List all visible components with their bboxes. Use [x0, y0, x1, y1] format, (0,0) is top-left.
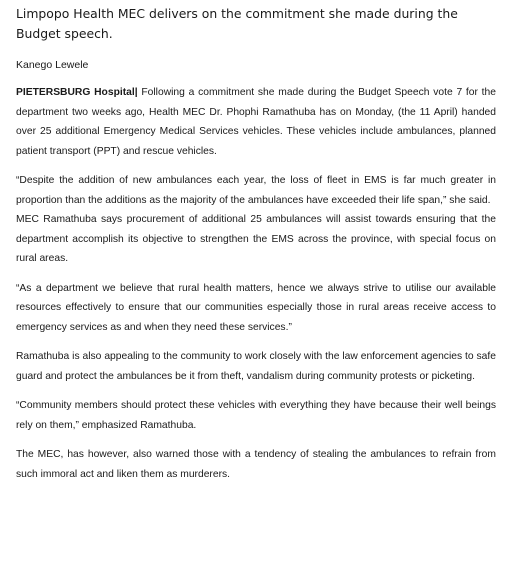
article-paragraph-1-text: Following a commitment she made during the Budget Speech vote 7 for the department two weeks ago, Health MEC Dr. Phophi Ramathuba has on Monday, (the 11 April) handed over 25 additional Emergency Medical Services vehicles. These vehicles include ambulances, planned patient transport (PPT) and rescue vehicles. [16, 87, 496, 157]
article-paragraph-5: Ramathuba is also appealing to the community to work closely with the law enforcement agencies to safe guard and protect the ambulances be it from theft, vandalism during community protests or picketing. [16, 351, 496, 382]
news-article [16, 4, 496, 494]
article-dateline: PIETERSBURG Hospital| [16, 87, 138, 98]
article-paragraph-2: “Despite the addition of new ambulances each year, the loss of fleet in EMS is far much greater in proportion than the additions as the majority of the ambulances have exceeded their life span,” she said. [16, 175, 496, 206]
article-paragraph-6: “Community members should protect these vehicles with everything they have because their well beings rely on them,” emphasized Ramathuba. [16, 400, 496, 431]
article-paragraph-3: MEC Ramathuba says procurement of additional 25 ambulances will assist towards ensuring that the department accomplish its objective to strengthen the EMS across the province, with special focus on rural areas. [16, 214, 496, 264]
article-paragraph-1 [16, 83, 496, 161]
article-headline: Limpopo Health MEC delivers on the commitment she made during the Budget speech. [16, 6, 458, 41]
article-paragraph-4: “As a department we believe that rural health matters, hence we always strive to utilise our available resources effectively to ensure that our communities especially those in rural areas receive access to emergency services as and when they need these services.” [16, 282, 496, 333]
article-paragraph-7: The MEC, has however, also warned those with a tendency of stealing the ambulances to refrain from such immoral act and liken them as murderers. [16, 449, 496, 480]
article-byline: Kanego Lewele [16, 59, 89, 71]
